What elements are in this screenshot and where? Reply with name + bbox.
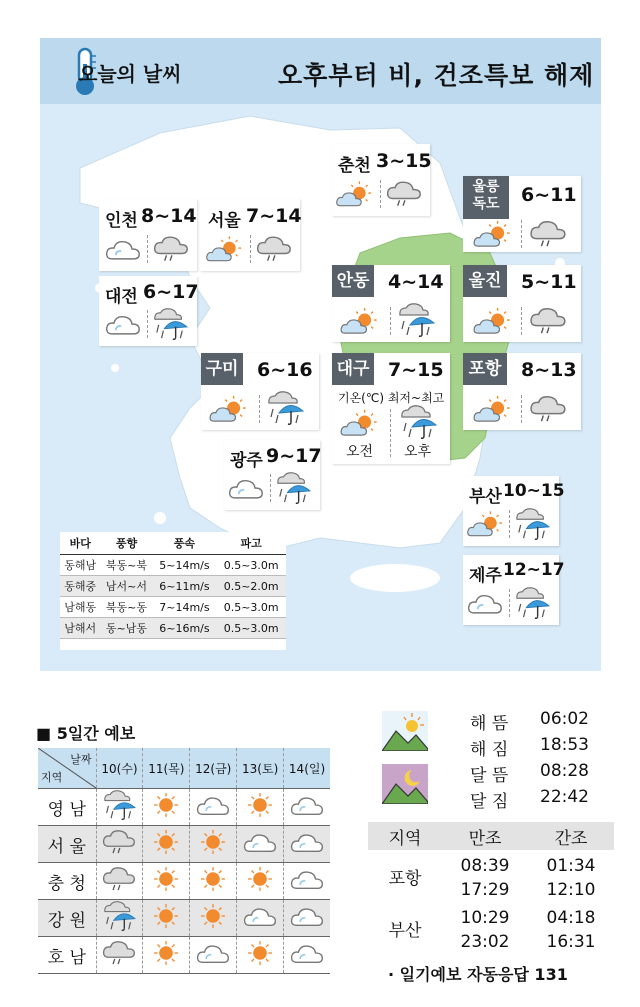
cloudy-rain-icon	[102, 939, 136, 967]
city-card-uljin	[463, 265, 581, 342]
map-title-left: 오늘의 날씨	[78, 62, 182, 86]
tide-region: 부산	[388, 920, 422, 941]
sunny-icon	[243, 939, 277, 967]
cloudy-rain-icon	[256, 235, 292, 263]
rain-umbrella-icon	[396, 303, 436, 337]
rain-umbrella-icon	[513, 508, 551, 540]
rain-umbrella-icon	[513, 587, 551, 619]
cloudy-icon	[290, 940, 324, 966]
cloudy-icon	[105, 310, 141, 338]
city-name: 서울	[208, 211, 241, 231]
city-temp: 4~14	[388, 271, 444, 293]
moonrise-label: 달 뜸	[470, 766, 509, 786]
tide-table	[368, 822, 614, 954]
forecast-title: ■ 5일간 예보	[36, 724, 136, 743]
table-row	[38, 863, 330, 900]
partly-sunny-icon	[473, 307, 511, 335]
cloudy-icon	[467, 589, 503, 617]
forecast-region: 충 청	[38, 863, 96, 900]
city-temp: 7~14	[246, 205, 302, 227]
sunrise-label: 해 뜸	[470, 714, 509, 734]
sunny-icon	[196, 865, 230, 893]
sunrise-sunset-icon	[382, 711, 428, 751]
cloudy-rain-icon	[102, 865, 136, 893]
rain-umbrella-icon	[265, 391, 305, 425]
forecast-region: 강 원	[38, 900, 96, 937]
forecast-corner	[38, 748, 96, 789]
cloudy-rain-icon	[529, 307, 567, 335]
partly-sunny-icon	[336, 180, 372, 208]
cloudy-rain-icon	[102, 828, 136, 856]
five-day-forecast-table	[38, 748, 330, 974]
sunny-icon	[149, 939, 183, 967]
legend-caption: 기온(℃) 최저~최고	[338, 391, 445, 405]
cloudy-icon	[105, 235, 141, 263]
forecast-region: 호 남	[38, 937, 96, 974]
sunny-icon	[149, 791, 183, 819]
sea-header: 풍속	[153, 532, 217, 555]
table-row: 동해남 북동~북 5~14m/s 0.5~3.0m	[60, 555, 286, 576]
sunny-icon	[196, 828, 230, 856]
forecast-region: 서 울	[38, 826, 96, 863]
auto-response-footer: · 일기예보 자동응답 131	[388, 965, 568, 984]
sunny-icon	[149, 902, 183, 930]
city-name: 제주	[469, 566, 502, 586]
corner-date-label: 날짜	[70, 753, 92, 766]
sunset-time: 18:53	[540, 735, 589, 755]
table-row	[38, 826, 330, 863]
rain-umbrella-icon	[101, 790, 137, 820]
table-row: 동해중 남서~서 6~11m/s 0.5~2.0m	[60, 576, 286, 597]
cloudy-rain-icon	[529, 395, 567, 423]
city-name: 광주	[230, 451, 263, 471]
city-card-incheon	[99, 199, 197, 271]
city-card-pohang	[463, 353, 581, 430]
table-row	[38, 789, 330, 826]
city-card-seoul	[200, 199, 300, 271]
table-row: 포항 08:39 01:34	[368, 850, 614, 878]
partly-sunny-icon	[473, 220, 511, 248]
forecast-region: 영 남	[38, 789, 96, 826]
table-row: 부산 10:29 04:18	[368, 902, 614, 930]
partly-sunny-icon	[340, 307, 378, 335]
city-temp: 8~14	[141, 205, 197, 227]
cloudy-rain-icon	[386, 180, 422, 208]
city-name-badge: 대구	[332, 353, 374, 385]
sunny-icon	[196, 902, 230, 930]
cloudy-icon	[243, 829, 277, 855]
city-temp: 5~11	[521, 271, 577, 293]
moonrise-time: 08:28	[540, 761, 589, 781]
city-temp: 7~15	[388, 359, 444, 381]
city-name: 인천	[105, 211, 138, 231]
sea-header: 풍향	[100, 532, 152, 555]
map-title-headline: 오후부터 비, 건조특보 해제	[278, 61, 595, 90]
corner-region-label: 지역	[41, 771, 63, 784]
table-row: 남해서 동~남동 6~16m/s 0.5~3.0m	[60, 618, 286, 639]
moonset-label: 달 짐	[470, 792, 509, 812]
table-row: 남해동 북동~동 7~14m/s 0.5~3.0m	[60, 597, 286, 618]
city-name: 대전	[105, 287, 138, 307]
city-temp: 9~17	[266, 445, 322, 467]
partly-sunny-icon	[473, 395, 511, 423]
table-row: 17:29 12:10	[460, 880, 596, 900]
moonset-time: 22:42	[540, 787, 589, 807]
forecast-day: 12(금)	[190, 748, 237, 789]
tide-header: 만조	[442, 822, 528, 850]
forecast-day: 10(수)	[96, 748, 143, 789]
sunny-icon	[243, 865, 277, 893]
table-row	[38, 900, 330, 937]
city-temp: 10~15	[503, 481, 565, 501]
tide-header: 간조	[528, 822, 614, 850]
cloudy-icon	[243, 903, 277, 929]
sunny-icon	[243, 791, 277, 819]
forecast-day: 14(일)	[284, 748, 330, 789]
city-name-badge: 포항	[463, 353, 507, 385]
city-name: 부산	[469, 487, 502, 507]
rain-umbrella-icon	[151, 308, 189, 340]
city-temp: 6~16	[257, 359, 313, 381]
cloudy-rain-icon	[529, 220, 567, 248]
city-card-andong	[332, 265, 450, 342]
legend-pm: 오후	[404, 444, 432, 460]
legend-am: 오전	[346, 444, 374, 460]
rain-umbrella-icon	[398, 405, 438, 439]
city-name-badge: 구미	[201, 353, 243, 385]
city-card-gumi	[201, 353, 319, 430]
city-name-badge: 울릉 독도	[463, 176, 509, 219]
cloudy-icon	[196, 792, 230, 818]
city-card-daejeon	[99, 276, 197, 346]
cloudy-icon	[228, 474, 264, 502]
table-row: 23:02 16:31	[460, 932, 596, 952]
city-temp: 6~11	[521, 184, 577, 206]
cloudy-rain-icon	[153, 235, 189, 263]
rain-umbrella-icon	[274, 472, 312, 504]
moonrise-moonset-icon	[382, 764, 428, 804]
cloudy-icon	[196, 940, 230, 966]
tide-region: 포항	[388, 868, 422, 889]
partly-sunny-icon	[206, 235, 242, 263]
sea-header: 파고	[216, 532, 286, 555]
cloudy-icon	[290, 866, 324, 892]
city-card-chuncheon	[332, 144, 430, 216]
sea-conditions-table	[60, 532, 286, 650]
city-name-badge: 울진	[463, 265, 507, 297]
city-card-busan	[463, 476, 565, 546]
forecast-day: 11(목)	[143, 748, 190, 789]
sunset-label: 해 짐	[470, 740, 509, 760]
forecast-day: 13(토)	[237, 748, 284, 789]
cloudy-icon	[290, 792, 324, 818]
partly-sunny-icon	[209, 395, 247, 423]
city-temp: 8~13	[521, 359, 577, 381]
table-row	[38, 937, 330, 974]
city-card-daegu	[332, 353, 450, 464]
city-card-jeju	[463, 555, 565, 625]
city-temp: 12~17	[503, 560, 565, 580]
cloudy-icon	[290, 829, 324, 855]
city-card-gwangju	[224, 440, 320, 510]
sea-header: 바다	[60, 532, 100, 555]
city-temp: 3~15	[376, 150, 432, 172]
partly-sunny-icon	[467, 510, 503, 538]
rain-umbrella-icon	[101, 901, 137, 931]
tide-header: 지역	[368, 822, 442, 850]
city-name-badge: 안동	[332, 265, 374, 297]
sunny-icon	[149, 828, 183, 856]
city-name: 춘천	[338, 156, 371, 176]
cloudy-icon	[290, 903, 324, 929]
city-temp: 6~17	[143, 281, 199, 303]
partly-sunny-icon	[340, 409, 378, 437]
sunny-icon	[149, 865, 183, 893]
city-card-ulleung	[463, 176, 581, 252]
sunrise-time: 06:02	[540, 709, 589, 729]
